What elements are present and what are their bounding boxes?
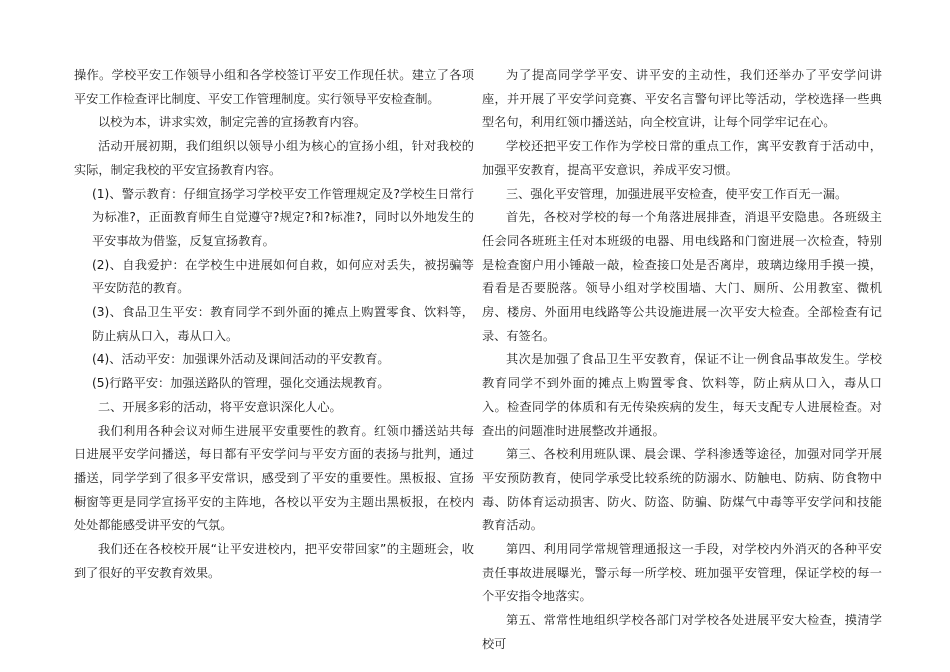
left-column xyxy=(74,64,474,585)
list-item: (1)、警示教育：仔细宣扬学习学校平安工作管理规定及?学校生日常行为标准?，正面教育师生自觉遵守?规定?和?标准?，同时以外地发生的平安事故为借鉴，反复宣扬教育。 xyxy=(92,186,474,248)
paragraph: 操作。学校平安工作领导小组和各学校签订平安工作现任状。建立了各项平安工作检查评比制度、平安工作管理制度。实行领导平安检查制。 xyxy=(74,68,474,106)
paragraph: 以校为本，讲求实效，制定完善的宣扬教育内容。 xyxy=(98,115,367,130)
paragraph: 第三、各校利用班队课、晨会课、学科渗透等途径，加强对同学开展平安预防教育，使同学承受比较系统的防溺水、防触电、防病、防食物中毒、防体育运动损害、防火、防盗、防骗、防煤气中毒等平安学问和技能教育活动。 xyxy=(482,447,882,533)
paragraph: 首先，各校对学校的每一个角落进展排查，消退平安隐患。各班级主任会同各班班主任对本班级的电器、用电线路和门窗进展一次检查，特别是检查窗户用小锤敲一敲，检查接口处是否离岸，玻璃边缘用手摸一摸，看看是否要脱落。领导小组对学校围墙、大门、厕所、公用教室、微机房、楼房、外面用电线路等公共设施进展一次平安大检查。全部检查有记录、有签名。 xyxy=(482,210,882,343)
paragraph: 我们利用各种会议对师生进展平安重要性的教育。红领巾播送站共每日进展平安学问播送，每日都有平安学问与平安方面的表扬与批判，通过播送，同学学到了很多平安常识，感受到了平安的重要性。黑板报、宣扬橱窗等更是同学宣扬平安的主阵地，各校以平安为主题出黑板报，在校内处处都能感受讲平安的气氛。 xyxy=(74,423,474,533)
list-item: (3)、食品卫生平安：教育同学不到外面的摊点上购置零食、饮料等，防止病从口入，毒从口入。 xyxy=(92,305,474,343)
list-item: (2)、自我爱护：在学校生中进展如何自救，如何应对丢失，被拐骗等平安防范的教育。 xyxy=(92,257,474,296)
right-column xyxy=(482,64,882,657)
list-item: (4)、活动平安：加强课外活动及课间活动的平安教育。 xyxy=(92,352,390,367)
paragraph: 其次是加强了食品卫生平安教育，保证不让一例食品事故发生。学校教育同学不到外面的摊点上购置零食、饮料等，防止病从口入，毒从口入。检查同学的体质和有无传染疾病的发生，每天支配专人进展检查。对查出的问题准时进展整改并通报。 xyxy=(482,352,882,438)
section-heading: 二、开展多彩的活动，将平安意识深化人心。 xyxy=(98,399,342,414)
paragraph: 为了提高同学学平安、讲平安的主动性，我们还举办了平安学问讲座，并开展了平安学问竞赛、平安名言警句评比等活动，学校选择一些典型名句，利用红领巾播送站，向全校宣讲，让每个同学牢记在心。 xyxy=(482,68,882,130)
section-heading: 三、强化平安管理，加强进展平安检查，使平安工作百无一漏。 xyxy=(506,186,848,201)
paragraph: 学校还把平安工作作为学校日常的重点工作，寓平安教育于活动中，加强平安教育，提高平安意识，养成平安习惯。 xyxy=(482,139,882,177)
paragraph: 第五、常常性地组织学校各部门对学校各处进展平安大检查，摸清学校可 xyxy=(482,613,882,651)
paragraph: 我们还在各校校开展“让平安进校内，把平安带回家”的主题班会，收到了很好的平安教育效果。 xyxy=(74,542,474,580)
paragraph: 第四、利用同学常规管理通报这一手段，对学校内外消灭的各种平安责任事故进展曝光，警示每一所学校、班加强平安管理，保证学校的每一个平安指令地落实。 xyxy=(482,542,882,604)
list-item: (5)行路平安：加强送路队的管理，强化交通法规教育。 xyxy=(92,376,390,391)
paragraph: 活动开展初期，我们组织以领导小组为核心的宣扬小组，针对我校的实际，制定我校的平安宣扬教育内容。 xyxy=(74,139,474,177)
